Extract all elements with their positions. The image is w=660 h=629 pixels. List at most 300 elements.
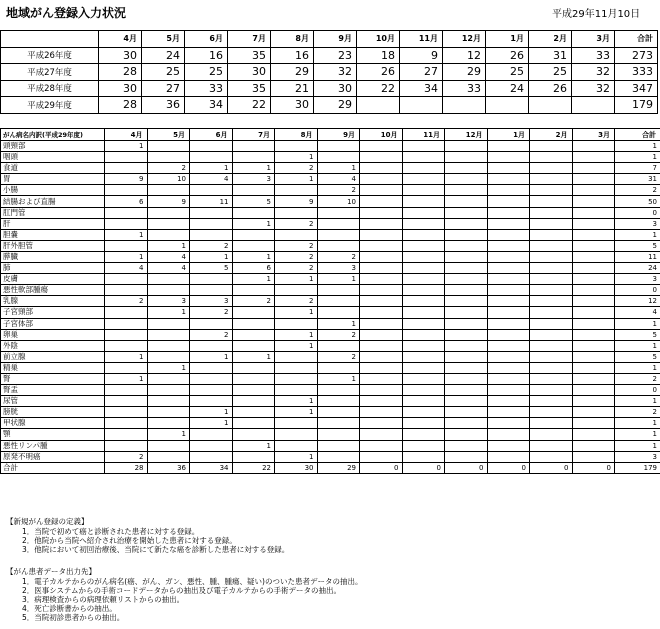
count-cell	[487, 229, 530, 240]
count-cell	[147, 329, 190, 340]
count-cell: 1	[105, 141, 148, 152]
corner-cell	[1, 31, 99, 48]
count-cell	[105, 307, 148, 318]
count-cell	[360, 329, 403, 340]
count-cell	[360, 396, 403, 407]
count-cell: 5	[232, 196, 275, 207]
cancer-type-label: 肝外胆管	[1, 240, 105, 251]
count-cell	[445, 207, 488, 218]
count-cell: 1	[147, 240, 190, 251]
count-cell	[572, 318, 615, 329]
count-cell	[402, 251, 445, 262]
count-cell	[445, 152, 488, 163]
count-cell	[232, 340, 275, 351]
count-cell	[572, 274, 615, 285]
count-cell	[445, 373, 488, 384]
detail-table	[0, 128, 660, 474]
count-cell	[402, 141, 445, 152]
count-cell	[572, 429, 615, 440]
count-cell	[317, 340, 360, 351]
detail-total-row	[1, 462, 660, 473]
count-cell: 1	[275, 451, 318, 462]
count-cell	[275, 429, 318, 440]
count-cell: 3	[232, 174, 275, 185]
count-cell	[360, 285, 403, 296]
count-cell: 30	[228, 64, 271, 81]
cancer-type-row	[1, 152, 660, 163]
cancer-type-label: 精巣	[1, 362, 105, 373]
count-cell	[572, 362, 615, 373]
cancer-type-row	[1, 396, 660, 407]
month-header: 12月	[445, 129, 488, 141]
count-cell: 9	[275, 196, 318, 207]
count-cell	[275, 440, 318, 451]
total-cell: 1	[615, 418, 660, 429]
count-cell	[530, 407, 573, 418]
count-cell	[360, 163, 403, 174]
count-cell	[530, 440, 573, 451]
count-cell	[147, 141, 190, 152]
count-cell	[275, 351, 318, 362]
count-cell	[360, 141, 403, 152]
count-cell: 1	[190, 163, 233, 174]
total-cell: 3	[615, 274, 660, 285]
count-cell	[487, 263, 530, 274]
total-cell: 1	[615, 340, 660, 351]
count-cell: 34	[185, 97, 228, 114]
count-cell	[232, 318, 275, 329]
count-cell: 1	[317, 373, 360, 384]
count-cell	[105, 185, 148, 196]
count-cell: 2	[275, 296, 318, 307]
count-cell	[147, 451, 190, 462]
count-cell	[360, 229, 403, 240]
count-cell	[445, 329, 488, 340]
count-cell: 2	[275, 218, 318, 229]
count-cell	[445, 218, 488, 229]
fiscal-year-row	[1, 80, 658, 97]
count-cell	[487, 318, 530, 329]
count-cell: 30	[99, 47, 142, 64]
count-cell	[530, 152, 573, 163]
data-source-notes	[6, 567, 362, 622]
count-cell: 2	[317, 351, 360, 362]
cancer-type-label: 食道	[1, 163, 105, 174]
count-cell	[360, 407, 403, 418]
count-cell	[317, 418, 360, 429]
detail-header-label: がん病名内訳(平成29年度)	[1, 129, 105, 141]
count-cell: 2	[190, 307, 233, 318]
count-cell	[445, 141, 488, 152]
count-cell	[360, 373, 403, 384]
count-cell	[402, 274, 445, 285]
count-cell	[572, 396, 615, 407]
count-cell	[232, 141, 275, 152]
count-cell	[487, 429, 530, 440]
month-header: 6月	[185, 31, 228, 48]
count-cell: 2	[105, 296, 148, 307]
count-cell	[232, 285, 275, 296]
count-cell	[572, 229, 615, 240]
count-cell	[530, 296, 573, 307]
count-cell	[190, 229, 233, 240]
count-cell	[147, 440, 190, 451]
count-cell	[402, 418, 445, 429]
count-cell	[402, 407, 445, 418]
count-cell	[487, 418, 530, 429]
count-cell	[147, 318, 190, 329]
count-cell	[317, 240, 360, 251]
count-cell: 31	[529, 47, 572, 64]
total-cell: 31	[615, 174, 660, 185]
cancer-type-label: 原発不明癌	[1, 451, 105, 462]
count-cell: 26	[486, 47, 529, 64]
count-cell: 0	[530, 462, 573, 473]
count-cell	[317, 440, 360, 451]
count-cell	[487, 440, 530, 451]
count-cell	[445, 362, 488, 373]
count-cell	[190, 451, 233, 462]
count-cell: 1	[147, 362, 190, 373]
count-cell	[275, 185, 318, 196]
count-cell	[360, 440, 403, 451]
cancer-type-label: 胆嚢	[1, 229, 105, 240]
count-cell	[487, 185, 530, 196]
note-item: 3．他院において初回治療後、当院にて新たな癌を診断した患者に対する登録。	[22, 545, 290, 554]
cancer-type-label: 尿管	[1, 396, 105, 407]
cancer-type-row	[1, 373, 660, 384]
count-cell	[487, 163, 530, 174]
cancer-type-row	[1, 174, 660, 185]
count-cell	[445, 251, 488, 262]
count-cell: 11	[190, 196, 233, 207]
count-cell: 1	[317, 318, 360, 329]
count-cell	[275, 141, 318, 152]
total-row-label: 合計	[1, 462, 105, 473]
count-cell	[360, 263, 403, 274]
count-cell: 25	[486, 64, 529, 81]
count-cell	[487, 196, 530, 207]
count-cell	[190, 218, 233, 229]
count-cell	[445, 340, 488, 351]
count-cell	[190, 185, 233, 196]
cancer-type-row	[1, 263, 660, 274]
fiscal-year-label: 平成29年度	[1, 97, 99, 114]
count-cell: 2	[317, 329, 360, 340]
count-cell	[275, 229, 318, 240]
count-cell: 29	[443, 64, 486, 81]
count-cell	[360, 318, 403, 329]
count-cell	[357, 97, 400, 114]
count-cell: 16	[185, 47, 228, 64]
count-cell	[530, 429, 573, 440]
count-cell	[487, 274, 530, 285]
count-cell	[487, 451, 530, 462]
count-cell	[530, 385, 573, 396]
count-cell: 2	[105, 451, 148, 462]
count-cell	[486, 97, 529, 114]
count-cell	[360, 307, 403, 318]
count-cell	[445, 174, 488, 185]
count-cell	[317, 396, 360, 407]
cancer-type-label: 甲状腺	[1, 418, 105, 429]
count-cell	[529, 97, 572, 114]
count-cell: 29	[314, 97, 357, 114]
count-cell: 3	[147, 296, 190, 307]
count-cell	[190, 440, 233, 451]
count-cell	[572, 285, 615, 296]
count-cell: 2	[190, 240, 233, 251]
count-cell	[402, 174, 445, 185]
count-cell	[572, 385, 615, 396]
count-cell	[572, 329, 615, 340]
count-cell	[402, 362, 445, 373]
count-cell	[445, 307, 488, 318]
cancer-type-row	[1, 351, 660, 362]
count-cell	[147, 407, 190, 418]
cancer-type-label: 結腸および直腸	[1, 196, 105, 207]
count-cell: 1	[317, 163, 360, 174]
count-cell: 4	[105, 263, 148, 274]
count-cell	[147, 340, 190, 351]
count-cell	[232, 362, 275, 373]
count-cell	[530, 218, 573, 229]
count-cell	[275, 207, 318, 218]
count-cell	[530, 163, 573, 174]
count-cell	[530, 141, 573, 152]
count-cell	[572, 351, 615, 362]
fiscal-year-label: 平成26年度	[1, 47, 99, 64]
count-cell: 6	[105, 196, 148, 207]
count-cell: 32	[572, 64, 615, 81]
count-cell	[572, 218, 615, 229]
cancer-type-row	[1, 229, 660, 240]
count-cell: 1	[105, 229, 148, 240]
count-cell	[105, 218, 148, 229]
cancer-type-row	[1, 163, 660, 174]
count-cell	[572, 174, 615, 185]
cancer-type-row	[1, 407, 660, 418]
count-cell: 30	[271, 97, 314, 114]
total-header: 合計	[615, 129, 660, 141]
count-cell	[360, 174, 403, 185]
total-cell: 1	[615, 440, 660, 451]
count-cell	[445, 385, 488, 396]
count-cell: 1	[232, 440, 275, 451]
count-cell: 3	[190, 296, 233, 307]
count-cell	[572, 451, 615, 462]
month-header: 2月	[530, 129, 573, 141]
count-cell	[487, 362, 530, 373]
count-cell: 1	[275, 407, 318, 418]
month-header: 9月	[317, 129, 360, 141]
month-header: 5月	[147, 129, 190, 141]
count-cell: 2	[232, 296, 275, 307]
count-cell: 33	[443, 80, 486, 97]
month-header: 12月	[443, 31, 486, 48]
count-cell	[360, 274, 403, 285]
count-cell	[402, 218, 445, 229]
count-cell: 23	[314, 47, 357, 64]
count-cell: 1	[105, 251, 148, 262]
count-cell: 3	[317, 263, 360, 274]
cancer-type-label: 子宮頸部	[1, 307, 105, 318]
count-cell	[232, 373, 275, 384]
count-cell	[360, 296, 403, 307]
count-cell	[317, 407, 360, 418]
count-cell	[147, 274, 190, 285]
count-cell: 1	[275, 396, 318, 407]
count-cell	[487, 340, 530, 351]
count-cell	[190, 141, 233, 152]
count-cell	[105, 274, 148, 285]
cancer-type-row	[1, 307, 660, 318]
cancer-type-label: 肝	[1, 218, 105, 229]
count-cell	[400, 97, 443, 114]
count-cell	[232, 207, 275, 218]
total-cell: 333	[615, 64, 658, 81]
cancer-type-row	[1, 285, 660, 296]
total-cell: 2	[615, 373, 660, 384]
count-cell: 16	[271, 47, 314, 64]
count-cell	[232, 451, 275, 462]
summary-table	[0, 30, 658, 114]
month-header: 4月	[99, 31, 142, 48]
count-cell: 30	[314, 80, 357, 97]
count-cell	[402, 373, 445, 384]
cancer-type-row	[1, 440, 660, 451]
count-cell	[360, 429, 403, 440]
count-cell	[147, 373, 190, 384]
cancer-type-row	[1, 340, 660, 351]
count-cell: 2	[317, 185, 360, 196]
count-cell: 35	[228, 47, 271, 64]
count-cell	[105, 418, 148, 429]
total-cell: 1	[615, 318, 660, 329]
cancer-type-label: 小腸	[1, 185, 105, 196]
count-cell: 21	[271, 80, 314, 97]
count-cell	[445, 229, 488, 240]
note-item: 3．病理検査からの病理依頼リストからの抽出。	[22, 595, 185, 604]
cancer-type-label: 腎盂	[1, 385, 105, 396]
count-cell: 26	[357, 64, 400, 81]
cancer-type-label: 卵巣	[1, 329, 105, 340]
count-cell	[232, 240, 275, 251]
count-cell: 0	[487, 462, 530, 473]
count-cell: 25	[529, 64, 572, 81]
total-cell: 0	[615, 285, 660, 296]
count-cell	[530, 196, 573, 207]
total-cell: 1	[615, 396, 660, 407]
count-cell	[530, 263, 573, 274]
count-cell	[530, 251, 573, 262]
notes-heading: 【新規がん登録の定義】	[6, 517, 89, 526]
cancer-type-label: 皮膚	[1, 274, 105, 285]
cancer-type-row	[1, 251, 660, 262]
count-cell	[317, 141, 360, 152]
fiscal-year-label: 平成27年度	[1, 64, 99, 81]
count-cell: 2	[317, 251, 360, 262]
count-cell	[105, 396, 148, 407]
count-cell: 35	[228, 80, 271, 97]
count-cell	[530, 207, 573, 218]
count-cell	[232, 185, 275, 196]
count-cell: 5	[190, 263, 233, 274]
fiscal-year-row	[1, 47, 658, 64]
count-cell: 1	[275, 340, 318, 351]
total-cell: 1	[615, 362, 660, 373]
total-cell: 1	[615, 141, 660, 152]
count-cell: 29	[271, 64, 314, 81]
cancer-type-label: 悪性軟部腫瘍	[1, 285, 105, 296]
count-cell: 27	[400, 64, 443, 81]
count-cell: 9	[147, 196, 190, 207]
total-cell: 2	[615, 407, 660, 418]
count-cell	[443, 97, 486, 114]
count-cell	[445, 396, 488, 407]
count-cell	[572, 141, 615, 152]
count-cell	[147, 351, 190, 362]
cancer-type-row	[1, 218, 660, 229]
note-item: 2．他院から当院へ紹介され治療を開始した患者に対する登録。	[22, 536, 237, 545]
count-cell: 33	[572, 47, 615, 64]
total-cell: 273	[615, 47, 658, 64]
month-header: 10月	[357, 31, 400, 48]
count-cell	[105, 329, 148, 340]
count-cell	[105, 362, 148, 373]
count-cell: 18	[357, 47, 400, 64]
cancer-type-label: 乳腺	[1, 296, 105, 307]
count-cell	[402, 207, 445, 218]
count-cell	[487, 396, 530, 407]
report-date: 平成29年11月10日	[552, 9, 641, 20]
month-header: 5月	[142, 31, 185, 48]
count-cell	[445, 263, 488, 274]
count-cell	[190, 274, 233, 285]
count-cell	[105, 285, 148, 296]
count-cell: 32	[314, 64, 357, 81]
count-cell: 1	[105, 351, 148, 362]
count-cell	[105, 207, 148, 218]
count-cell	[445, 351, 488, 362]
count-cell	[317, 296, 360, 307]
count-cell	[360, 218, 403, 229]
count-cell: 28	[99, 64, 142, 81]
count-cell: 22	[232, 462, 275, 473]
count-cell	[190, 373, 233, 384]
count-cell: 30	[275, 462, 318, 473]
count-cell	[232, 429, 275, 440]
count-cell	[360, 240, 403, 251]
count-cell: 1	[190, 251, 233, 262]
count-cell	[360, 207, 403, 218]
count-cell	[232, 329, 275, 340]
count-cell: 4	[147, 251, 190, 262]
fiscal-year-row	[1, 97, 658, 114]
count-cell	[445, 163, 488, 174]
count-cell	[487, 141, 530, 152]
cancer-type-row	[1, 296, 660, 307]
count-cell	[487, 296, 530, 307]
count-cell: 2	[275, 163, 318, 174]
count-cell: 6	[232, 263, 275, 274]
count-cell	[530, 396, 573, 407]
count-cell	[572, 307, 615, 318]
count-cell: 27	[142, 80, 185, 97]
count-cell	[317, 207, 360, 218]
count-cell	[317, 385, 360, 396]
month-header: 9月	[314, 31, 357, 48]
